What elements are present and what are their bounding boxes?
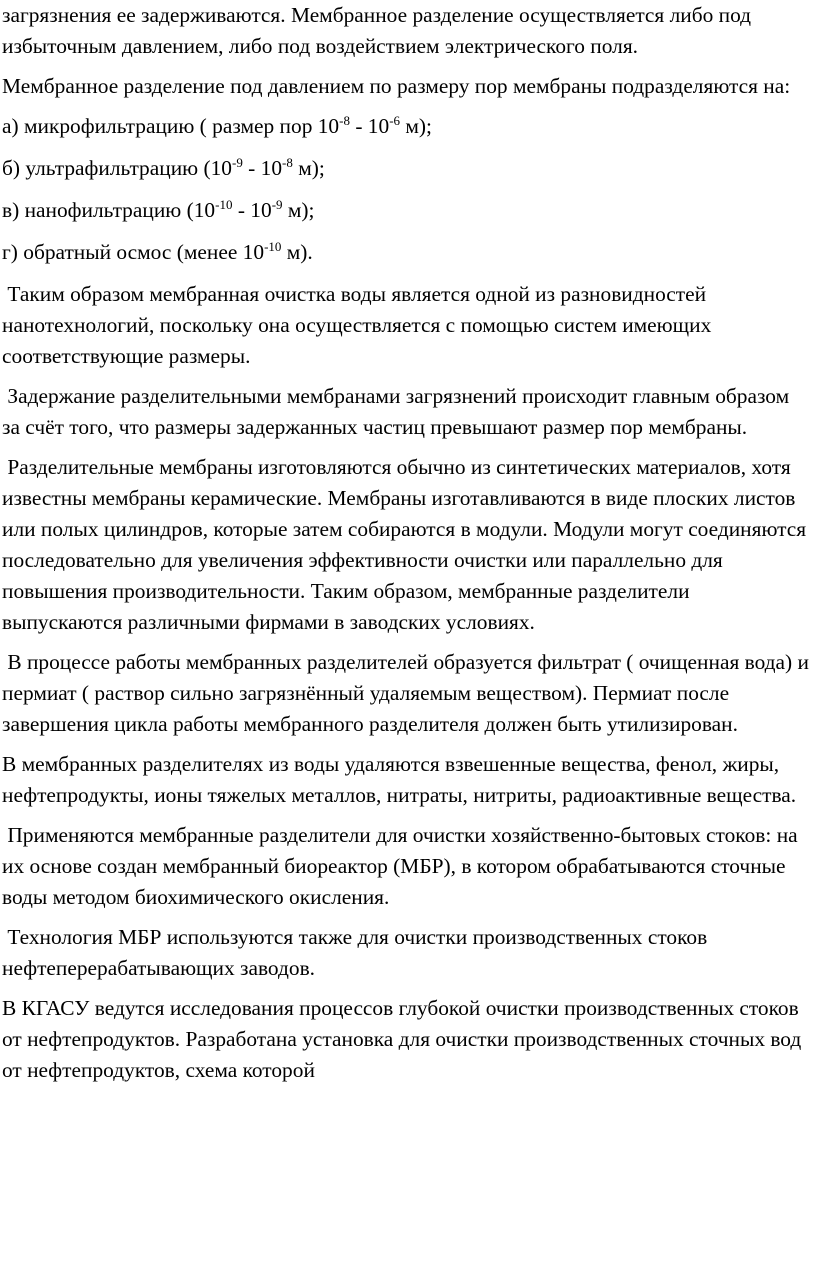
paragraph-mbr-technology bbox=[2, 922, 812, 984]
paragraph-intro-continuation: загрязнения ее задерживаются. Мембранное разделение осуществляется либо под избыточным давлением, либо под воздействием электрического поля. bbox=[2, 3, 752, 58]
exponent: -10 bbox=[215, 197, 233, 212]
exponent: -6 bbox=[389, 113, 401, 128]
paragraph-filtrate-permeate bbox=[2, 647, 812, 740]
paragraph-nanotechnology bbox=[2, 279, 812, 372]
paragraph-text: Таким образом мембранная очистка воды является одной из разновидностей нанотехнологий, поскольку она осуществляется с помощью систем имеющих соответствующие размеры. bbox=[2, 282, 712, 368]
paragraph-text: В процессе работы мембранных разделителей образуется фильтрат ( очищенная вода) и пермиат ( раствор сильно загрязнённый удаляемым веществом). Пермиат после завершения цикла работы мембранного разделителя должен быть утилизирован. bbox=[2, 650, 809, 736]
list-item-text: м); bbox=[282, 198, 315, 222]
exponent: -8 bbox=[339, 113, 350, 128]
paragraph-text: Разделительные мембраны изготовляются обычно из синтетических материалов, хотя известны мембраны керамические. Мембраны изготавливаются в виде плоских листов или полых цилиндров, которые затем собираются в модули. Модули могут соединяются последовательно для увеличения эффективности очистки или параллельно для повышения производительности. Таким образом, мембранные разделители выпускаются различными фирмами в заводских условиях. bbox=[2, 455, 807, 634]
list-item-text: а) микрофильтрацию ( размер пор 10 bbox=[2, 114, 340, 138]
exponent: -10 bbox=[264, 239, 282, 254]
paragraph-text: Технология МБР используются также для очистки производственных стоков нефтеперерабатывающих заводов. bbox=[2, 925, 708, 980]
paragraph-mbr-application bbox=[2, 820, 812, 913]
list-item-text: б) ультрафильтрацию (10 bbox=[2, 156, 232, 180]
list-item-text: м). bbox=[281, 240, 313, 264]
list-item-ultrafiltration bbox=[2, 153, 812, 184]
paragraph-removed-substances: В мембранных разделителях из воды удаляются взвешенные вещества, фенол, жиры, нефтепродукты, ионы тяжелых металлов, нитраты, нитриты, радиоактивные вещества. bbox=[2, 752, 797, 807]
exponent: -9 bbox=[271, 197, 283, 212]
list-item-reverse-osmosis bbox=[2, 237, 812, 268]
list-item-microfiltration bbox=[2, 111, 812, 142]
list-item-text: - 10 bbox=[232, 198, 272, 222]
list-item-text: - 10 bbox=[242, 156, 283, 180]
list-item-text: м); bbox=[400, 114, 432, 138]
paragraph-retention bbox=[2, 381, 812, 443]
list-item-text: м); bbox=[292, 156, 325, 180]
list-item-text: - 10 bbox=[349, 114, 390, 138]
paragraph-membrane-pressure-types: Мембранное разделение под давлением по размеру пор мембраны подразделяются на: bbox=[2, 74, 791, 98]
paragraph-kgasu-research: В КГАСУ ведутся исследования процессов глубокой очистки производственных стоков от нефтепродуктов. Разработана установка для очистки производственных сточных вод от нефтепродуктов, схема которой bbox=[2, 996, 802, 1082]
exponent: -8 bbox=[282, 155, 293, 170]
paragraph-text: Применяются мембранные разделители для очистки хозяйственно-бытовых стоков: на их основе создан мембранный биореактор (МБР), в котором обрабатываются сточные воды методом биохимического окисления. bbox=[2, 823, 798, 909]
paragraph-membrane-materials bbox=[2, 452, 812, 638]
list-item-text: г) обратный осмос (менее 10 bbox=[2, 240, 265, 264]
list-item-nanofiltration bbox=[2, 195, 812, 226]
paragraph-text: Задержание разделительными мембранами загрязнений происходит главным образом за счёт того, что размеры задержанных частиц превышают размер пор мембраны. bbox=[2, 384, 790, 439]
exponent: -9 bbox=[231, 155, 243, 170]
list-item-text: в) нанофильтрацию (10 bbox=[2, 198, 216, 222]
